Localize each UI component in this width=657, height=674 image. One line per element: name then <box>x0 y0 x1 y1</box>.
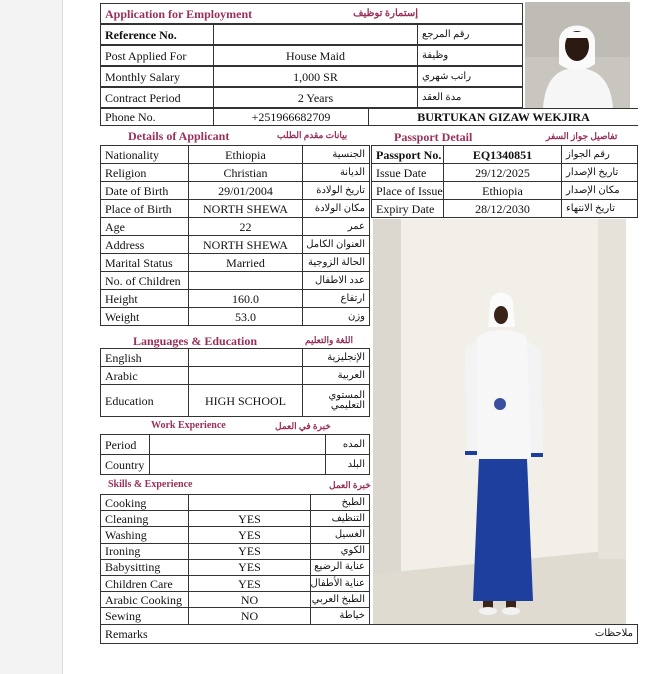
applicant-row-label-ar: العنوان الكامل <box>302 235 370 254</box>
remarks-label: Remarks <box>105 627 148 641</box>
applicant-row-value: 29/01/2004 <box>188 181 303 200</box>
applicant-row-value: 160.0 <box>188 289 303 308</box>
place-of-issue-value: Ethiopia <box>443 181 562 200</box>
languages-section-title: Languages & Education <box>133 334 258 348</box>
issue-date-label: Issue Date <box>371 163 444 182</box>
applicant-section-title: Details of Applicant <box>128 129 230 143</box>
passport-section-title-ar: تفاصيل جواز السفر <box>546 131 618 141</box>
skill-row-label-en: Arabic Cooking <box>100 591 189 608</box>
skill-row-label-en: Cleaning <box>100 510 189 527</box>
country-label: Country <box>100 454 150 475</box>
english-label-ar: الإنجليزية <box>302 348 370 367</box>
applicant-name: BURTUKAN GIZAW WEKJIRA <box>368 108 638 126</box>
passport-no-label-ar: رقم الجواز <box>561 145 638 164</box>
applicant-row-label-ar: عمر <box>302 217 370 236</box>
applicant-section-title-ar: بيانات مقدم الطلب <box>277 130 348 140</box>
applicant-row-value: Married <box>188 253 303 272</box>
issue-date-value: 29/12/2025 <box>443 163 562 182</box>
full-body-photo <box>373 219 626 624</box>
monthly-salary-value: 1,000 SR <box>213 66 418 87</box>
applicant-row-value: NORTH SHEWA <box>188 235 303 254</box>
application-title: Application for Employment <box>105 6 253 21</box>
applicant-row-value: NORTH SHEWA <box>188 199 303 218</box>
contract-period-value: 2 Years <box>213 87 418 108</box>
education-label-ar: المستوي التعليمي <box>302 384 370 417</box>
full-body-drawing <box>373 219 626 624</box>
skill-row-value: YES <box>188 559 311 576</box>
post-applied-label-ar: وظيفة <box>417 45 523 66</box>
contract-period-label-ar: مدة العقد <box>417 87 523 108</box>
skill-row-label-ar: الكوي <box>310 543 370 560</box>
title-row <box>100 3 523 24</box>
portrait-drawing <box>525 2 630 108</box>
english-label: English <box>100 348 189 367</box>
expiry-date-label: Expiry Date <box>371 199 444 218</box>
applicant-row-value: Ethiopia <box>188 145 303 164</box>
passport-no-value: EQ1340851 <box>443 145 562 164</box>
passport-no-label: Passport No. <box>371 145 444 164</box>
applicant-row-label-ar: وزن <box>302 307 370 326</box>
applicant-row-label-en: Age <box>100 217 189 236</box>
applicant-row-label-en: Date of Birth <box>100 181 189 200</box>
skill-row-value: YES <box>188 575 311 592</box>
phone-value: +251966682709 <box>213 108 369 126</box>
arabic-label: Arabic <box>100 366 189 385</box>
skill-row-label-ar: عناية الرضيع <box>310 559 370 576</box>
applicant-row-label-en: Height <box>100 289 189 308</box>
period-value <box>149 434 326 455</box>
portrait-photo <box>525 2 630 108</box>
applicant-row-label-ar: الحالة الزوجية <box>302 253 370 272</box>
skill-row-label-ar: الطبخ <box>310 494 370 511</box>
skill-row-label-ar: خياطة <box>310 607 370 624</box>
applicant-row-label-en: Marital Status <box>100 253 189 272</box>
english-value <box>188 348 303 367</box>
post-applied-value: House Maid <box>213 45 418 66</box>
document-page <box>62 0 657 674</box>
skill-row-value: NO <box>188 607 311 624</box>
place-of-issue-label: Place of Issue <box>371 181 444 200</box>
applicant-row-label-ar: الجنسية <box>302 145 370 164</box>
skill-row-label-ar: التنظيف <box>310 510 370 527</box>
skill-row-label-en: Cooking <box>100 494 189 511</box>
applicant-row-label-en: Address <box>100 235 189 254</box>
skill-row-value: YES <box>188 526 311 543</box>
applicant-row-value: Christian <box>188 163 303 182</box>
issue-date-label-ar: تاريخ الإصدار <box>561 163 638 182</box>
monthly-salary-label: Monthly Salary <box>100 66 214 87</box>
applicant-row-label-ar: ارتفاع <box>302 289 370 308</box>
work-section-title: Work Experience <box>151 420 226 431</box>
place-of-issue-label-ar: مكان الإصدار <box>561 181 638 200</box>
languages-section-title-ar: اللغة والتعليم <box>305 335 353 345</box>
skill-row-label-ar: عناية الأطفال <box>310 575 370 592</box>
applicant-row-label-ar: عدد الاطفال <box>302 271 370 290</box>
arabic-label-ar: العربية <box>302 366 370 385</box>
reference-label-ar: رقم المرجع <box>417 24 523 45</box>
period-label: Period <box>100 434 150 455</box>
expiry-date-label-ar: تاريخ الانتهاء <box>561 199 638 218</box>
reference-label: Reference No. <box>100 24 214 45</box>
applicant-row-label-en: Place of Birth <box>100 199 189 218</box>
contract-period-label: Contract Period <box>100 87 214 108</box>
applicant-row-label-ar: مكان الولادة <box>302 199 370 218</box>
education-value: HIGH SCHOOL <box>188 384 303 417</box>
skill-row-label-en: Children Care <box>100 575 189 592</box>
skill-row-value: NO <box>188 591 311 608</box>
skill-row-label-ar: الطبخ العربي <box>310 591 370 608</box>
applicant-row-label-en: No. of Children <box>100 271 189 290</box>
country-value <box>149 454 326 475</box>
skill-row-label-ar: الغسيل <box>310 526 370 543</box>
skills-section-title-ar: خبرة العمل <box>329 480 371 490</box>
skill-row-label-en: Ironing <box>100 543 189 560</box>
skill-row-label-en: Washing <box>100 526 189 543</box>
applicant-row-label-en: Weight <box>100 307 189 326</box>
skill-row-value: YES <box>188 543 311 560</box>
skill-row-label-en: Babysitting <box>100 559 189 576</box>
applicant-row-label-en: Nationality <box>100 145 189 164</box>
passport-section-title: Passport Detail <box>394 130 473 144</box>
work-section-title-ar: خبرة في العمل <box>275 421 331 431</box>
country-label-ar: البلد <box>325 454 370 475</box>
applicant-row-value: 22 <box>188 217 303 236</box>
phone-label: Phone No. <box>100 108 214 126</box>
application-title-ar: إستمارة توظيف <box>353 7 418 19</box>
applicant-row-label-ar: تاريخ الولادة <box>302 181 370 200</box>
skill-row-value <box>188 494 311 511</box>
remarks-row <box>100 624 638 644</box>
applicant-row-label-en: Religion <box>100 163 189 182</box>
arabic-value <box>188 366 303 385</box>
applicant-row-label-ar: الديانة <box>302 163 370 182</box>
skills-section-title: Skills & Experience <box>108 479 193 490</box>
skill-row-label-en: Sewing <box>100 607 189 624</box>
monthly-salary-label-ar: راتب شهري <box>417 66 523 87</box>
applicant-row-value <box>188 271 303 290</box>
remarks-label-ar: ملاحظات <box>594 628 633 639</box>
skill-row-value: YES <box>188 510 311 527</box>
education-label: Education <box>100 384 189 417</box>
post-applied-label: Post Applied For <box>100 45 214 66</box>
period-label-ar: المده <box>325 434 370 455</box>
applicant-row-value: 53.0 <box>188 307 303 326</box>
reference-value <box>213 24 418 45</box>
expiry-date-value: 28/12/2030 <box>443 199 562 218</box>
